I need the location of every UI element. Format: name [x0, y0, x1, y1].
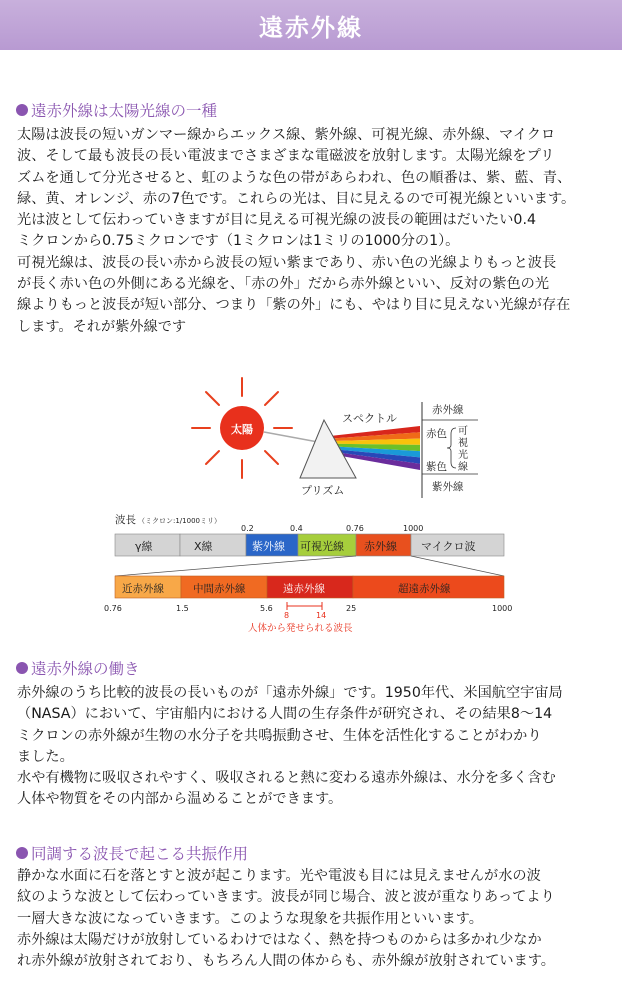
- section-paragraph-resonance: [17, 866, 613, 972]
- text-line: 可視光線は、波長の長い赤から波長の短い紫まであり、赤い色の光線よりもっと波長: [17, 254, 557, 271]
- text-line: 人体や物質をその内部から温めることができます。: [17, 791, 343, 808]
- red-label: 赤色: [426, 428, 447, 440]
- text-line: （NASA）において、宇宙船内における人間の生存条件が研究され、その結果8～14: [17, 706, 553, 723]
- section-heading-resonance: [16, 842, 248, 864]
- body-range-max: 14: [316, 611, 327, 620]
- text-line: します。それが紫外線です: [17, 318, 187, 335]
- text-line: 赤外線のうち比較的波長の長いものが「遠赤外線」です。1950年代、米国航空宇宙局: [17, 685, 563, 701]
- scale-title: 波長: [115, 514, 136, 526]
- text-line: 波、そして最も波長の長い電波までさまざまな電磁波を放射します。太陽光線をプリ: [17, 148, 555, 165]
- band-far-infrared-label: 遠赤外線: [283, 583, 325, 595]
- text-line: ズムを通して分光させると、虹のような色の帯があらわれ、色の順番は、紫、藍、青、: [17, 169, 572, 186]
- text-line: 一層大きな波になっていきます。このような現象を共振作用といいます。: [17, 910, 483, 927]
- tick-label: 25: [346, 604, 357, 613]
- tick-label: 5.6: [260, 604, 273, 613]
- spectrum-label: スペクトル: [342, 412, 397, 425]
- section-paragraph-far-infrared: [17, 683, 613, 811]
- text-line: ました。: [17, 748, 74, 765]
- body-range-min: 8: [284, 611, 290, 620]
- page-title: 遠赤外線: [259, 13, 363, 42]
- bullet-icon: [16, 662, 28, 674]
- tick-label: 1000: [492, 604, 513, 613]
- text-line: 静かな水面に石を落とすと波が起こります。光や電波も目には見えませんが水の波: [17, 868, 541, 884]
- text-line: ミクロンから0.75ミクロンです（1ミクロンは1ミリの1000分の1）。: [17, 233, 460, 250]
- page-header: [0, 0, 622, 50]
- expansion-line-left: [115, 556, 356, 576]
- wavelength-scale: [0, 510, 622, 635]
- body-range-label: 人体から発せられる波長: [248, 623, 353, 634]
- band-visible-label: 可視光線: [300, 540, 344, 553]
- band-xray: [180, 534, 246, 556]
- tick-label: 1.5: [176, 604, 189, 613]
- band-xray-label: X線: [194, 540, 213, 553]
- text-line: 赤外線は太陽だけが放射しているわけではなく、熱を持つものからは多かれ少なか: [17, 931, 542, 948]
- text-line: れ赤外線が放射されており、もちろん人間の体からも、赤外線が放射されています。: [17, 953, 555, 970]
- violet-label: 紫色: [426, 461, 447, 473]
- tick-label: 1000: [403, 524, 424, 533]
- text-line: が長く赤い色の外側にある光線を、「赤の外」だから赤外線といい、反対の紫色の光: [17, 276, 550, 293]
- band-microwave-label: マイクロ波: [421, 540, 476, 553]
- sun-label: 太陽: [231, 423, 253, 436]
- bullet-icon: [16, 104, 28, 116]
- tick-label: 0.4: [290, 524, 303, 533]
- visible-char: 線: [458, 462, 468, 473]
- band-infrared-label: 赤外線: [364, 540, 397, 553]
- text-line: ミクロンの赤外線が生物の水分子を共鳴振動させ、生体を活性化することがわかり: [17, 727, 542, 744]
- bullet-icon: [16, 847, 28, 859]
- scale-unit: （ミクロン:1/1000ミリ）: [138, 517, 221, 525]
- infrared-label: 赤外線: [432, 404, 464, 416]
- prism-label: プリズム: [301, 484, 345, 497]
- tick-label: 0.76: [346, 524, 364, 533]
- section-heading-text: 遠赤外線は太陽光線の一種: [31, 102, 218, 120]
- visible-char: 視: [458, 438, 468, 449]
- band-mid-infrared-label: 中間赤外線: [193, 583, 246, 595]
- prism-spectrum-diagram: [0, 370, 622, 510]
- text-line: 紋のような波として伝わっていきます。波長が同じ場合、波と波が重なりあってより: [17, 889, 555, 906]
- band-near-infrared-label: 近赤外線: [122, 583, 164, 595]
- tick-label: 0.2: [241, 524, 254, 533]
- visible-char: 可: [458, 426, 468, 437]
- visible-brace: [447, 428, 456, 468]
- text-line: 太陽は波長の短いガンマー線からエックス線、紫外線、可視光線、赤外線、マイクロ: [17, 127, 556, 143]
- expansion-line-right: [411, 556, 504, 576]
- section-paragraph-sunlight: [17, 125, 613, 338]
- band-gamma-label: γ線: [135, 540, 153, 553]
- band-extreme-far-infrared-label: 超遠赤外線: [398, 583, 451, 595]
- section-heading-text: 遠赤外線の働き: [31, 660, 140, 678]
- visible-char: 光: [458, 450, 468, 461]
- section-heading-sunlight: [16, 99, 217, 121]
- text-line: 緑、黄、オレンジ、赤の7色です。これらの光は、目に見えるので可視光線といいます。: [17, 190, 576, 207]
- section-heading-text: 同調する波長で起こる共振作用: [31, 845, 249, 863]
- band-ultraviolet-label: 紫外線: [252, 540, 285, 553]
- text-line: 光は波として伝わっていきますが目に見える可視光線の波長の範囲はだいたい0.4: [17, 212, 536, 229]
- tick-label: 0.76: [104, 604, 122, 613]
- section-heading-far-infrared: [16, 657, 140, 679]
- text-line: 水や有機物に吸収されやすく、吸収されると熱に変わる遠赤外線は、水分を多く含む: [17, 770, 556, 787]
- text-line: 線よりもっと波長が短い部分、つまり「紫の外」にも、やはり目に見えない光線が存在: [17, 297, 571, 314]
- ultraviolet-label: 紫外線: [432, 481, 464, 493]
- incoming-ray: [264, 432, 318, 442]
